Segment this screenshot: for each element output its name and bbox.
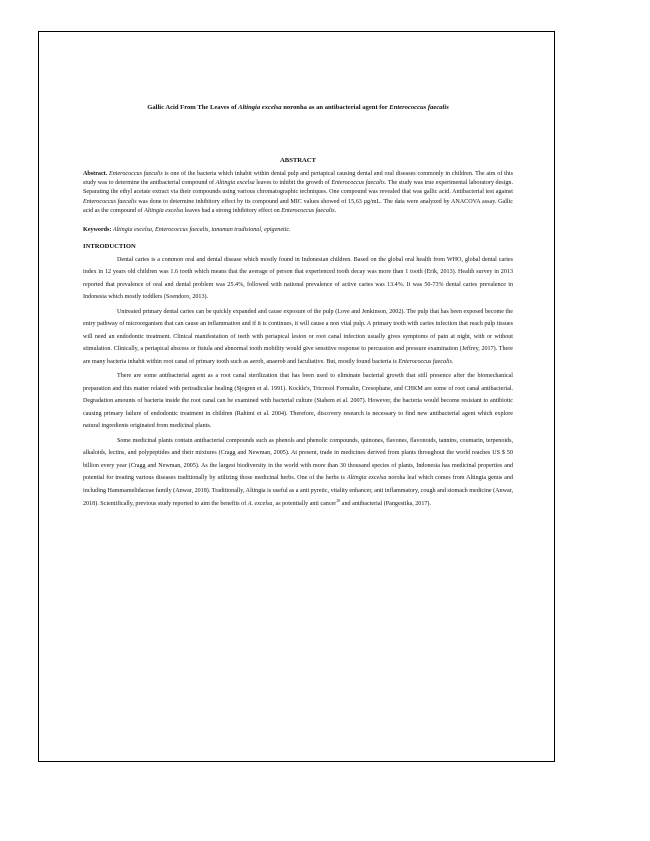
page-content (83, 104, 513, 513)
introduction-body (83, 254, 513, 511)
italic-text: Enterococcus faecalis (107, 170, 163, 177)
text-run: leaves to inhibit the growth of (254, 180, 332, 186)
italic-text: Enterococcus faecalis (83, 198, 137, 205)
paper-title (83, 104, 513, 113)
italic-text: Enterococcus faecalis (398, 358, 452, 365)
text-run: is one of the bacteria which inhabit within dental pulp and periapical causing dental and oral diseases commonly in children. The aim of this study was to determine the antibacterial compound of (83, 170, 513, 186)
text-run: . (451, 358, 454, 365)
text-run: 10 (336, 498, 341, 504)
text-run: There are some antibacterial agent as a root canal sterilization that has been used to eliminate bacterial growth that still presence after the biomechanical preparation and this matter related with periradicular healing (Sjogren et al. 1991). Kockle's, Tricresol Formalin, Cresophane, and CHKM are some of root canal antibacterial. Degradation amounts of bacteria inside the root canal can be examined with bacterial culture (Siahem et al. 2007). However, the bacteria would become resistant to antibiotic causing primary failure of endodontic treatment in children (Rahimi et al. 2004). Therefore, discovery research is necessary to find new antibacterial agent which explore natural ingredients originated from medicinal plants. (83, 373, 513, 430)
text-run: Untreated primary dental caries can be quickly expanded and cause exposure of the pulp (Love and Jenkinson, 2002). The pulp that has been exposed become the entry pathway of microorganism that can cause an inflammation and if it is continues, it will cause a non vital pulp. A primary tooth with caries infection that reach pulp tissues will need an endodontic treatment. Clinical manifestation of teeth with periapical lesion or root canal infection usually gives symptoms of pain at night, with or without stimulation. Clinically, a periapical abscess or fistula and abnormal tooth mobility would give sensitive response to percussion and pressure examination (Jeffrey, 2017). There are many bacteria inhabit within root canal of primary tooth such as aerob, anaerob and facultative. But, mostly found bacteria is (83, 308, 513, 365)
italic-text: Altingia excelsa (346, 475, 387, 482)
text-run: leaves had a strong inhibitory effect on (183, 208, 282, 215)
text-run: was done to determine inhibitory effect by its compound and MIC values showed of 15,63 µg/mL. The data were analyzed by ANACOVA assay. Gallic acid as the compound of (83, 198, 513, 215)
italic-text: Enterococcus faecalis (331, 180, 385, 186)
italic-text: Enterococcus faecalis (281, 208, 335, 215)
italic-text: Altingia excelsa (215, 180, 255, 186)
italic-text: Altingia excelsa (144, 208, 184, 215)
keywords-label: Keywords: (83, 226, 112, 233)
title-prefix: Gallic Acid From The Leaves of (147, 104, 239, 111)
text-run: , as potentially anti cancer (272, 501, 337, 508)
text-run: noroha leaf which comes from Altingia genus and including Hammamelidaceae family (Anwar, 2018). Traditionally, Altingia is useful as a anti pyretic, vitality enhancer, anti inflammatory, cough and stomach medicine (Anwar, 2018). Scientifically, previous study reported to aim the benefits of (83, 475, 513, 508)
text-run: Dental caries is a common oral and dental disease which mostly found in Indonesian children. Based on the global oral health from WHO, global dental caries index in 12 years old children was 1.6 tooth which means that the average of person that experienced tooth decay was more than 1 tooth (Erik, 2013). Health survey in 2013 reported that prevalence of oral and dental problem was 25.4%, followed with national prevalence of active caries was 13.4%. It was 50-73% dental caries prevalence in Indonesia which mostly toddlers (Soendoro, 2013). (83, 256, 513, 301)
keywords-value: Altingia excelsa, Enterococcus faecalis, tanaman tradisional, epigenetic. (111, 226, 291, 233)
title-organism: Enterococcus faecalis (389, 104, 449, 111)
abstract-heading: ABSTRACT (280, 156, 316, 164)
introduction-paragraph (83, 306, 513, 368)
text-run: Some medicinal plants contain antibacterial compounds such as phenols and phenolic compounds, quinones, flavones, flavonoids, tannins, coumarin, terpenoids, alkaloids, lectins, and polypeptides and their mixtures (Cragg and Newman, 2005). At present, trade in medicines derived from plants throughout the world reaches US $ 50 billion every year (Cragg and Newman, 2005). As the largest biodiversity in the world with more than 30 thousand species of plants, Indonesia has medicinal properties and potential for treating various diseases traditionally by utilizing those medicinal herbs. One of the herbs is (83, 437, 513, 482)
text-run: . The study was true experimental laboratory design. Separating the ethyl acetate extract via their compounds using various chromatographic techniques. One compound was revealed that was gallic acid. Antibacterial test against (83, 180, 513, 196)
introduction-paragraph (83, 254, 513, 304)
introduction-heading: INTRODUCTION (83, 242, 136, 250)
text-run: and antibacterial (Pangestika, 2017). (340, 501, 431, 508)
introduction-paragraph (83, 435, 513, 511)
title-middle: noronha as an antibacterial agent for (281, 104, 390, 111)
title-species: Altingia excelsa (238, 104, 282, 111)
abstract-paragraph (83, 170, 513, 217)
keywords-line (83, 226, 513, 235)
abstract-label: Abstract. (83, 170, 108, 177)
italic-text: A. excelsa (247, 501, 273, 508)
text-run: . (334, 208, 337, 215)
introduction-paragraph (83, 370, 513, 432)
document-page (38, 31, 555, 762)
